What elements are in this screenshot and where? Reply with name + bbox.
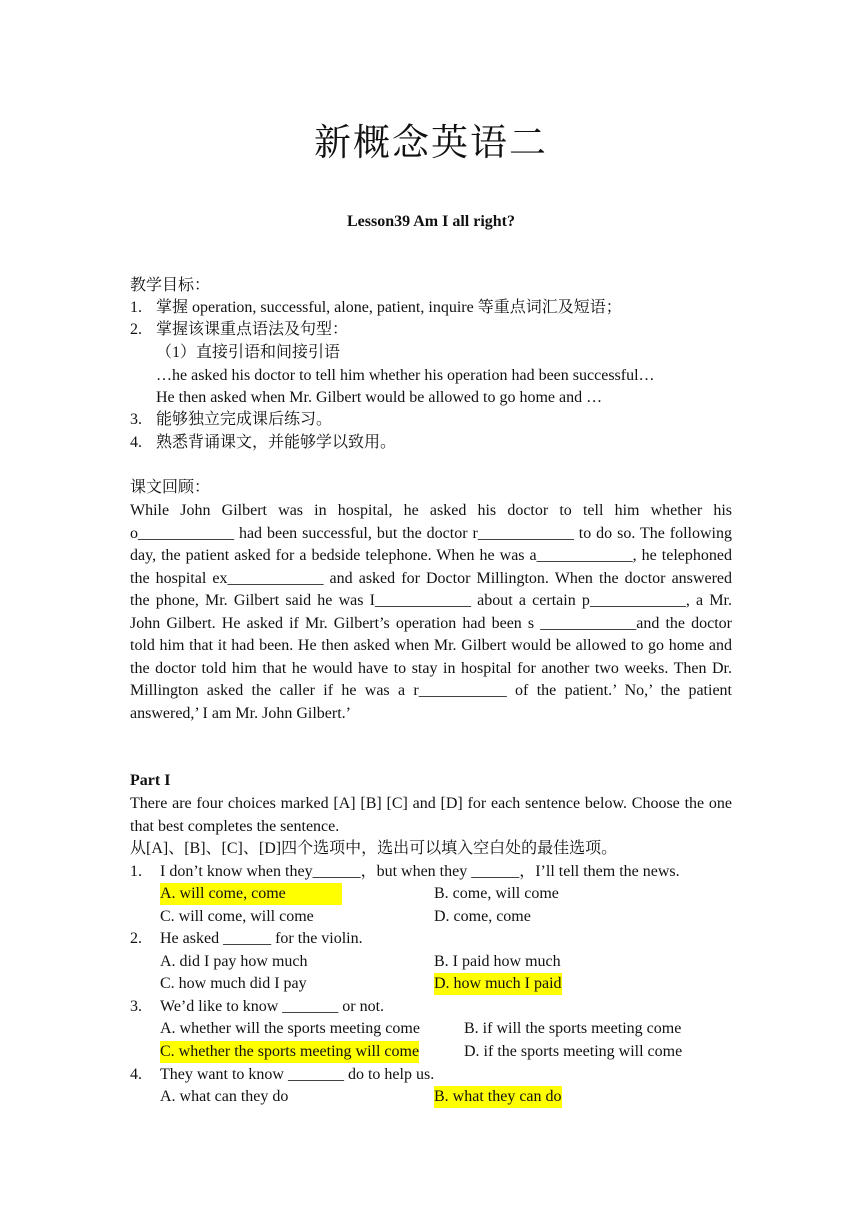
question-text: They want to know _______ do to help us. <box>160 1066 435 1083</box>
objective-item <box>130 297 622 319</box>
question-text: He asked ______ for the violin. <box>160 930 363 947</box>
objective-item <box>130 432 396 454</box>
option-a: A. whether will the sports meeting come <box>160 1020 420 1037</box>
part-instruction-zh: 从[A]、[B]、[C]、[D]四个选项中，选出可以填入空白处的最佳选项。 <box>130 840 618 857</box>
question-number: 3. <box>130 998 142 1015</box>
objective-text: 熟悉背诵课文，并能够学以致用。 <box>156 434 397 451</box>
question-stem <box>130 1064 434 1086</box>
objective-text: 能够独立完成课后练习。 <box>156 411 333 428</box>
objective-item <box>130 319 348 341</box>
option-c: C. whether the sports meeting will come <box>160 1041 419 1063</box>
objective-text: 掌握 operation, successful, alone, patient, inquire 等重点词汇及短语； <box>156 299 622 316</box>
option-b: B. what they can do <box>434 1086 562 1108</box>
question-text: I don’t know when they______，but when they ______，I’ll tell them the news. <box>160 863 680 880</box>
option-c: C. how much did I pay <box>160 975 307 992</box>
objective-number: 2. <box>130 321 142 338</box>
question-text: We’d like to know _______ or not. <box>160 998 385 1015</box>
question-stem <box>130 928 363 950</box>
review-paragraph: While John Gilbert was in hospital, he asked his doctor to tell him whether his o____________ had been successful, but the doctor r____________ to do so. The following day, the patient asked for a bedside telephone. When he was a____________, he telephoned the hospital ex____________ and asked for Doctor Millington. When the doctor answered the phone, Mr. Gilbert said he was I____________ about a certain p____________, a Mr. John Gilbert. He asked if Mr. Gilbert’s operation had been s ____________and the doctor told him that it had been. He then asked when Mr. Gilbert would be allowed to go home and the doctor told him that he would have to stay in hospital for another two weeks. Then Dr. Millington asked the caller if he was a r___________ of the patient.’ No,’ the patient answered,’ I am Mr. John Gilbert.’ <box>130 502 732 722</box>
lesson-title: Lesson39 Am I all right? <box>346 213 515 230</box>
question-stem <box>130 996 384 1018</box>
option-c: C. will come, will come <box>160 908 314 925</box>
objective-number: 1. <box>130 299 142 316</box>
option-a: A. will come, come <box>160 883 342 905</box>
option-b: B. if will the sports meeting come <box>464 1020 682 1037</box>
question-number: 2. <box>130 930 142 947</box>
question-number: 1. <box>130 863 142 880</box>
part-heading: Part I <box>130 772 171 789</box>
option-d: D. if the sports meeting will come <box>464 1043 683 1060</box>
option-a: A. what can they do <box>160 1088 289 1105</box>
objective-number: 3. <box>130 411 142 428</box>
question-number: 4. <box>130 1066 142 1083</box>
objective-number: 4. <box>130 434 142 451</box>
objective-example: He then asked when Mr. Gilbert would be allowed to go home and … <box>156 389 603 406</box>
question-stem <box>130 861 680 883</box>
part-instruction-en: There are four choices marked [A] [B] [C] and [D] for each sentence below. Choose the one that best completes the sentence. <box>130 795 732 835</box>
objective-example: …he asked his doctor to tell him whether his operation had been successful… <box>156 367 655 384</box>
objectives-heading: 教学目标： <box>130 277 211 294</box>
option-b: B. I paid how much <box>434 953 561 970</box>
objective-text: 掌握该课重点语法及句型： <box>156 321 349 338</box>
objective-sub-heading: （1）直接引语和间接引语 <box>156 344 341 361</box>
doc-title: 新概念英语二 <box>314 123 548 164</box>
option-b: B. come, will come <box>434 885 559 902</box>
objective-item <box>130 409 332 431</box>
option-d: D. how much I paid <box>434 973 562 995</box>
option-d: D. come, come <box>434 908 531 925</box>
option-a: A. did I pay how much <box>160 953 308 970</box>
review-heading: 课文回顾： <box>130 479 211 496</box>
